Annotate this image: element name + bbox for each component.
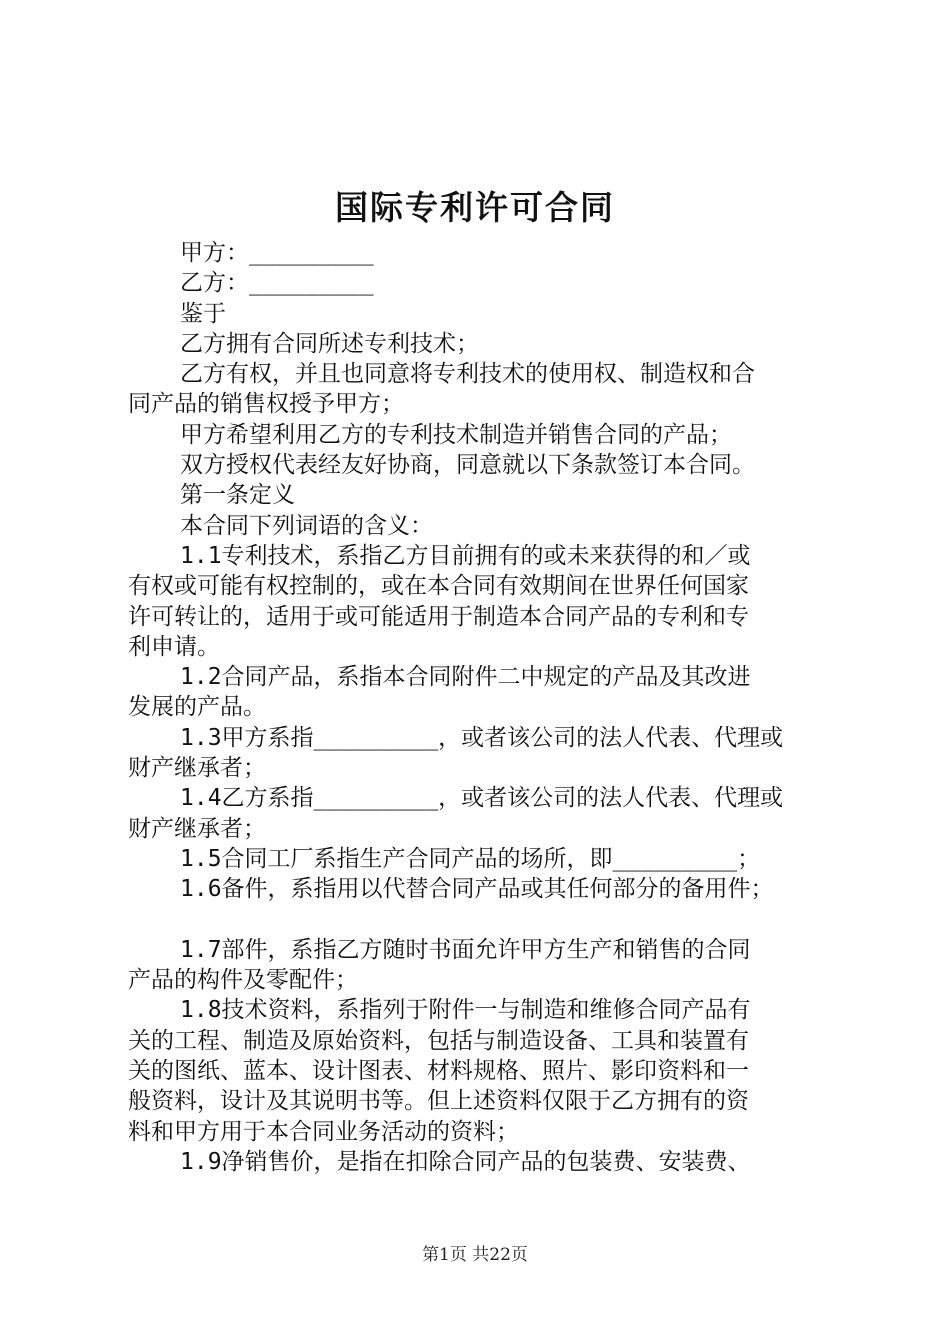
paragraph-line: 乙方拥有合同所述专利技术； xyxy=(180,330,479,357)
clause-line: 1.1专利技术，系指乙方目前拥有的或未来获得的和／或 xyxy=(180,542,751,569)
clause-line: 1.9净销售价，是指在扣除合同产品的包装费、安装费、 xyxy=(180,1148,751,1175)
blank-line xyxy=(128,905,830,935)
clause-line: 有权或可能有权控制的，或在本合同有效期间在世界任何国家 xyxy=(128,573,749,600)
document-title: 国际专利许可合同 xyxy=(335,188,615,227)
paragraph-line: 乙方有权，并且也同意将专利技术的使用权、制造权和合 xyxy=(180,361,755,388)
paragraph-line: 双方授权代表经友好协商，同意就以下条款签订本合同。 xyxy=(180,452,755,479)
paragraph-line: 同产品的销售权授予甲方； xyxy=(128,391,404,418)
clause-line: 1.7部件，系指乙方随时书面允许甲方生产和销售的合同 xyxy=(180,936,751,963)
clause-line: 料和甲方用于本合同业务活动的资料； xyxy=(128,1118,519,1145)
clause-line: 许可转让的，适用于或可能适用于制造本合同产品的专利和专 xyxy=(128,603,749,630)
clause-line: 发展的产品。 xyxy=(128,694,266,721)
document-body xyxy=(128,238,830,1177)
clause-line: 利申请。 xyxy=(128,633,220,660)
clause-line: 1.4乙方系指_________，或者该公司的法人代表、代理或 xyxy=(180,785,784,812)
paragraph-line: 本合同下列词语的含义： xyxy=(180,512,433,539)
clause-line: 财产继承者； xyxy=(128,755,266,782)
clause-line: 1.5合同工厂系指生产合同产品的场所，即_________； xyxy=(180,845,761,872)
party-a-line: 甲方：_________ xyxy=(180,240,374,266)
clause-line: 关的图纸、蓝本、设计图表、材料规格、照片、影印资料和一 xyxy=(128,1058,749,1085)
clause-line: 1.3甲方系指_________，或者该公司的法人代表、代理或 xyxy=(180,724,784,751)
clause-line: 1.6备件，系指用以代替合同产品或其任何部分的备用件； xyxy=(180,876,774,903)
whereas-heading: 鉴于 xyxy=(180,300,226,327)
clause-line: 财产继承者； xyxy=(128,815,266,842)
page-number: 第1页 共22页 xyxy=(422,1245,528,1265)
clause-line: 般资料，设计及其说明书等。但上述资料仅限于乙方拥有的资 xyxy=(128,1088,749,1115)
paragraph-line: 甲方希望利用乙方的专利技术制造并销售合同的产品； xyxy=(180,421,732,448)
clause-line: 关的工程、制造及原始资料，包括与制造设备、工具和装置有 xyxy=(128,1027,749,1054)
article-heading: 第一条定义 xyxy=(180,482,295,509)
clause-line: 产品的构件及零配件； xyxy=(128,967,358,994)
clause-line: 1.8技术资料，系指列于附件一与制造和维修合同产品有 xyxy=(180,997,751,1024)
clause-line: 1.2合同产品，系指本合同附件二中规定的产品及其改进 xyxy=(180,664,751,691)
party-b-line: 乙方：_________ xyxy=(180,270,374,297)
